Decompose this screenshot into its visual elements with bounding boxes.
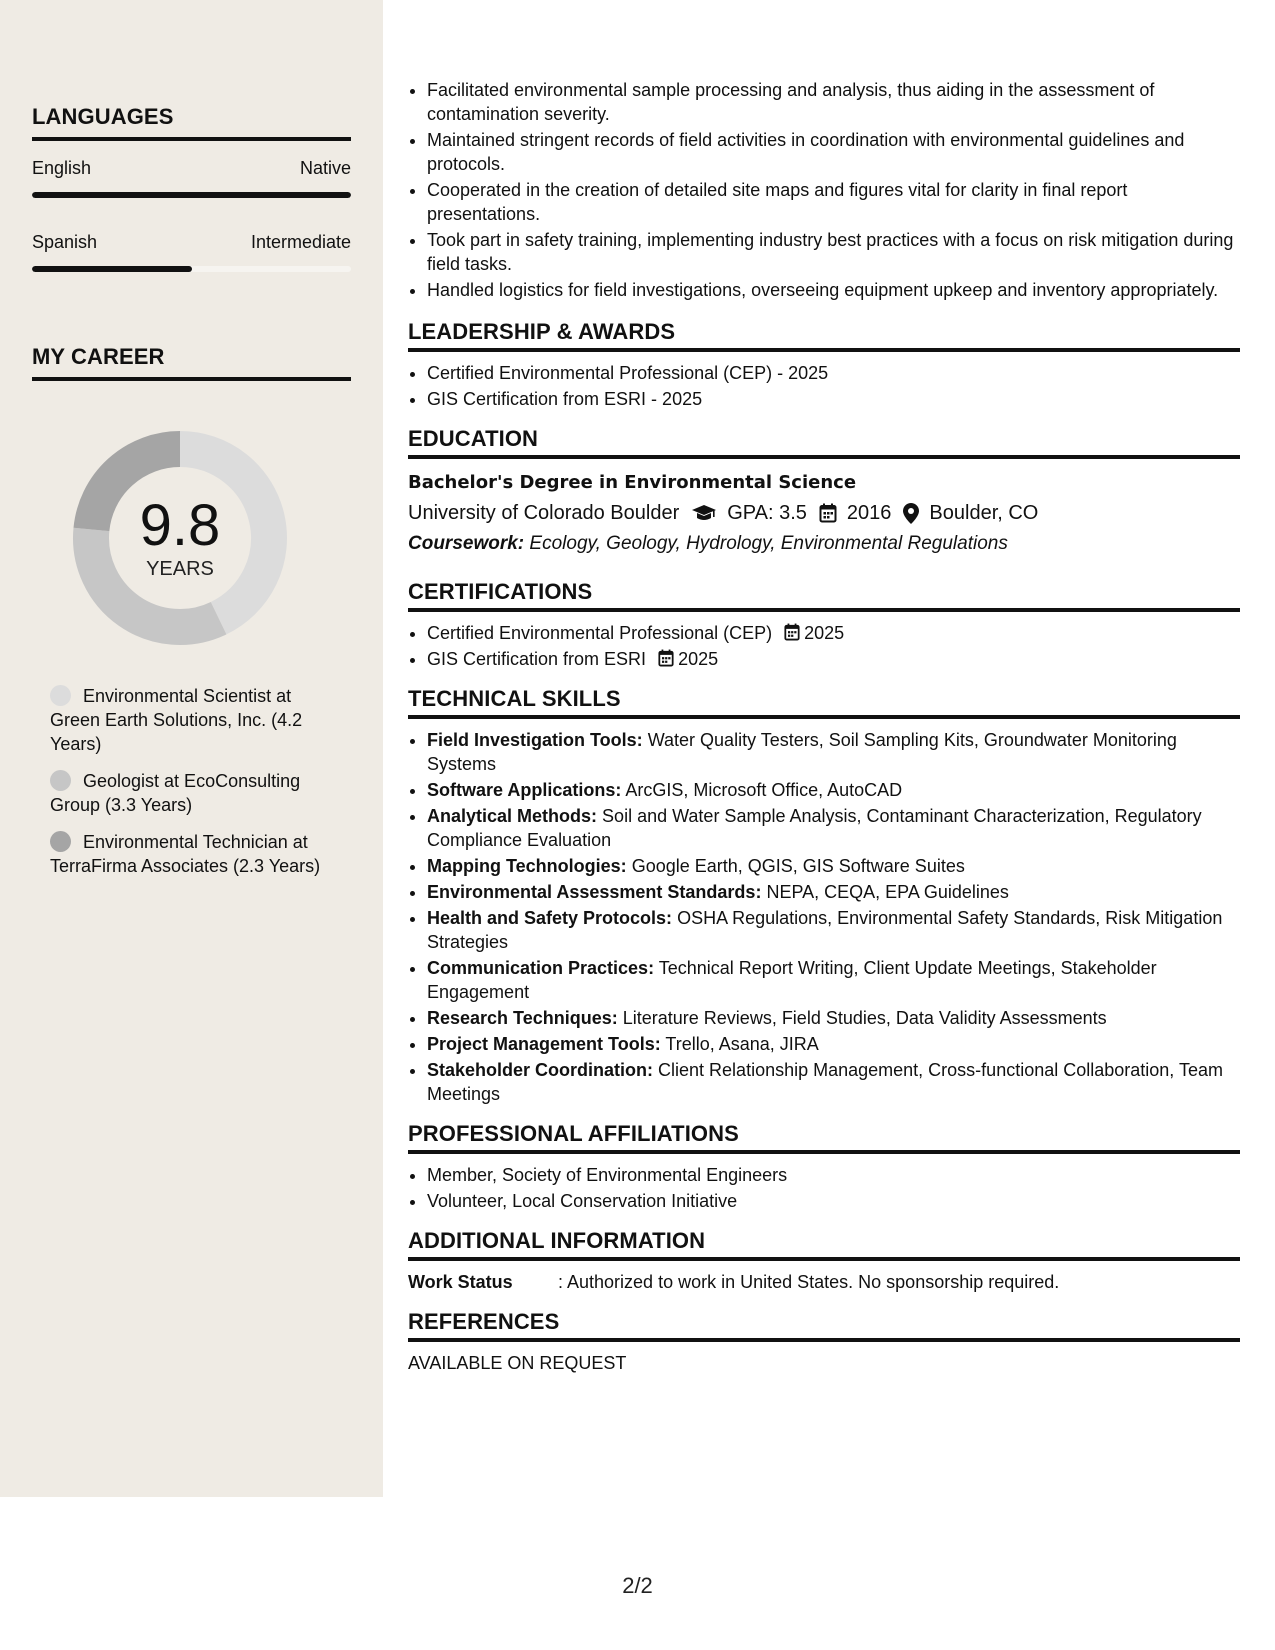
skill-label: Environmental Assessment Standards:: [427, 882, 762, 902]
skills-list: [408, 728, 1240, 1106]
experience-bullet: • Cooperated in the creation of detailed site maps and figures vital for clarity in final report presentations.: [427, 178, 1240, 226]
experience-bullet: • Facilitated environmental sample processing and analysis, thus aiding in the assessment of contamination severity.: [427, 78, 1240, 126]
graduation-year: 2016: [846, 502, 892, 524]
career-section: [32, 344, 351, 381]
language-proficiency-bar: [32, 192, 351, 198]
career-item-text: Environmental Technician at TerraFirma Associates (2.3 Years): [50, 832, 321, 876]
skill-item: [427, 1058, 1240, 1106]
language-item-spanish: [32, 232, 351, 253]
references-heading: REFERENCES: [408, 1310, 1240, 1342]
career-total-years: 9.8: [139, 492, 221, 558]
skill-label: Analytical Methods:: [427, 806, 598, 826]
coursework: [408, 528, 1240, 560]
certification-year: 2025: [678, 649, 719, 669]
skill-label: Communication Practices:: [427, 958, 655, 978]
school-name: University of Colorado Boulder: [408, 502, 680, 524]
experience-bullets: [408, 78, 1240, 302]
degree-title: Bachelor's Degree in Environmental Science: [408, 472, 857, 493]
skill-value: OSHA Regulations, Environmental Safety Standards, Risk Mitigation Strategies: [427, 908, 1223, 952]
legend-dot: [50, 770, 71, 791]
education-entry: [408, 468, 1240, 560]
location-pin-icon: [903, 503, 919, 524]
leadership-list: [408, 361, 1240, 411]
skill-item: [427, 778, 1240, 802]
career-item-text: Environmental Scientist at Green Earth Solutions, Inc. (4.2 Years): [50, 686, 303, 754]
skill-item: [427, 854, 1240, 878]
certification-item: [427, 647, 1240, 671]
calendar-icon: [658, 649, 674, 667]
main-column: [408, 78, 1240, 1375]
skill-item: [427, 1006, 1240, 1030]
skill-value: Google Earth, QGIS, GIS Software Suites: [631, 856, 965, 876]
legend-dot: [50, 831, 71, 852]
skill-value: NEPA, CEQA, EPA Guidelines: [766, 882, 1009, 902]
certification-name: GIS Certification from ESRI: [427, 649, 647, 669]
certifications-heading: CERTIFICATIONS: [408, 580, 1240, 612]
skill-label: Health and Safety Protocols:: [427, 908, 673, 928]
sidebar: [0, 0, 383, 1497]
certifications-list: [408, 621, 1240, 671]
language-item-english: [32, 158, 351, 179]
language-proficiency-bar: [32, 266, 351, 272]
skill-label: Mapping Technologies:: [427, 856, 627, 876]
languages-section: [32, 104, 351, 272]
skill-label: Project Management Tools:: [427, 1034, 661, 1054]
additional-info-heading: ADDITIONAL INFORMATION: [408, 1229, 1240, 1261]
skill-item: [427, 1032, 1240, 1056]
skill-item: [427, 880, 1240, 904]
school-location: Boulder, CO: [929, 502, 1039, 524]
skill-item: [427, 804, 1240, 852]
career-legend-item: [50, 769, 340, 817]
language-level: Intermediate: [250, 232, 351, 252]
certification-year: 2025: [804, 623, 845, 643]
career-heading: MY CAREER: [32, 344, 351, 381]
career-legend-item: [50, 830, 340, 878]
leadership-item: • Certified Environmental Professional (CEP) - 2025: [427, 361, 1240, 385]
skill-value: Water Quality Testers, Soil Sampling Kits, Groundwater Monitoring Systems: [427, 730, 1177, 774]
career-item-text: Geologist at EcoConsulting Group (3.3 Years): [50, 771, 301, 815]
experience-bullet: • Took part in safety training, implementing industry best practices with a focus on risk mitigation during field tasks.: [427, 228, 1240, 276]
skill-value: Technical Report Writing, Client Update Meetings, Stakeholder Engagement: [427, 958, 1157, 1002]
gpa: GPA: 3.5: [727, 502, 807, 524]
leadership-heading: LEADERSHIP & AWARDS: [408, 320, 1240, 352]
calendar-icon: [819, 503, 837, 523]
skill-item: [427, 956, 1240, 1004]
legend-dot: [50, 685, 71, 706]
skill-value: Trello, Asana, JIRA: [665, 1034, 819, 1054]
coursework-label: Coursework:: [408, 533, 525, 554]
calendar-icon: [784, 623, 800, 641]
affiliation-item: • Member, Society of Environmental Engineers: [427, 1163, 1240, 1187]
experience-bullet: • Maintained stringent records of field activities in coordination with environmental guidelines and protocols.: [427, 128, 1240, 176]
skill-label: Software Applications:: [427, 780, 622, 800]
language-name: Spanish: [32, 232, 98, 252]
skill-item: [427, 906, 1240, 954]
certification-item: [427, 621, 1240, 645]
technical-skills-heading: TECHNICAL SKILLS: [408, 687, 1240, 719]
skill-label: Field Investigation Tools:: [427, 730, 643, 750]
education-details: [408, 498, 1240, 528]
affiliations-heading: PROFESSIONAL AFFILIATIONS: [408, 1122, 1240, 1154]
work-status-label: Work Status: [408, 1272, 513, 1292]
skill-value: Literature Reviews, Field Studies, Data Validity Assessments: [622, 1008, 1107, 1028]
career-total-unit: YEARS: [146, 557, 214, 580]
skill-label: Stakeholder Coordination:: [427, 1060, 654, 1080]
skill-value: Soil and Water Sample Analysis, Contaminant Characterization, Regulatory Compliance Evaluation: [427, 806, 1202, 850]
language-level: Native: [299, 158, 351, 178]
skill-item: [427, 728, 1240, 776]
skill-value: Client Relationship Management, Cross-functional Collaboration, Team Meetings: [427, 1060, 1223, 1104]
career-legend-item: [50, 684, 340, 756]
references-text: AVAILABLE ON REQUEST: [408, 1353, 627, 1373]
language-proficiency-fill: [32, 266, 192, 272]
career-donut-chart: [62, 420, 298, 656]
experience-bullet: • Handled logistics for field investigations, overseeing equipment upkeep and inventory appropriately.: [427, 278, 1240, 302]
language-name: English: [32, 158, 92, 178]
leadership-item: • GIS Certification from ESRI - 2025: [427, 387, 1240, 411]
certification-name: Certified Environmental Professional (CEP): [427, 623, 773, 643]
work-status-row: [408, 1270, 1240, 1294]
coursework-list: Ecology, Geology, Hydrology, Environmental Regulations: [529, 533, 1008, 554]
language-proficiency-fill: [32, 192, 351, 198]
affiliations-list: [408, 1163, 1240, 1213]
skill-label: Research Techniques:: [427, 1008, 618, 1028]
graduation-cap-icon: [691, 504, 717, 522]
languages-heading: LANGUAGES: [32, 104, 351, 141]
skill-value: ArcGIS, Microsoft Office, AutoCAD: [625, 780, 903, 800]
affiliation-item: • Volunteer, Local Conservation Initiative: [427, 1189, 1240, 1213]
work-status-value: : Authorized to work in United States. No sponsorship required.: [558, 1272, 1060, 1292]
education-heading: EDUCATION: [408, 427, 1240, 459]
page-number: 2/2: [622, 1573, 653, 1598]
career-legend: [50, 684, 340, 891]
